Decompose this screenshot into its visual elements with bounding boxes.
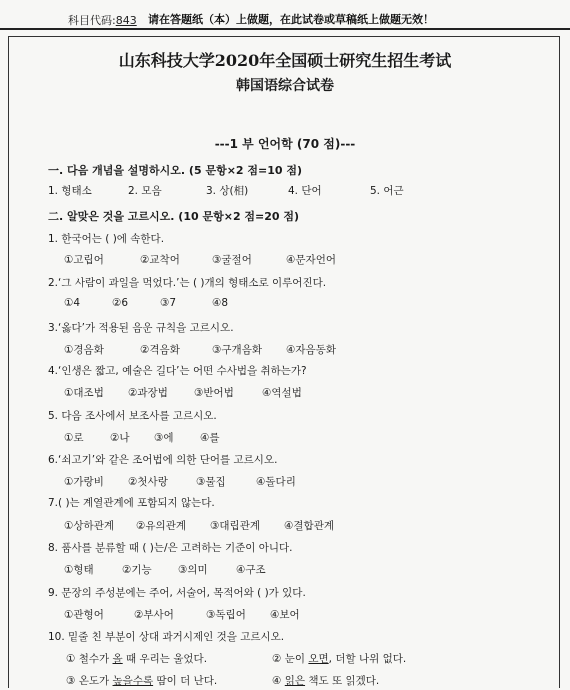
section1-item: 4. 단어 — [288, 185, 322, 197]
section2-heading: 二. 알맞은 것을 고르시오. (10 문항×2 점=20 점) — [48, 210, 300, 223]
subject-code-value: 843 — [115, 14, 137, 27]
option: ①상하관계 — [64, 520, 114, 532]
section1-item: 3. 상(相) — [206, 185, 249, 197]
option: ③구개음화 — [212, 344, 262, 356]
option: ④결합관계 — [284, 520, 334, 532]
option-text: ② 눈이 — [272, 653, 309, 665]
option — [66, 651, 207, 666]
option-text: 때 우리는 울었다. — [122, 653, 208, 665]
question: 10. 밑줄 친 부분이 상대 과거시제인 것을 고르시오. — [48, 631, 285, 643]
question: 2.‘그 사람이 과일을 먹었다.’는 ( )개의 형태소로 이루어진다. — [48, 277, 327, 289]
question: 6.‘쇠고기’와 같은 조어법에 의한 단어를 고르시오. — [48, 454, 278, 466]
question: 3.‘옳다’가 적용된 음운 규칙을 고르시오. — [48, 322, 234, 334]
option: ②첫사랑 — [128, 476, 168, 488]
option: ④문자언어 — [286, 254, 336, 266]
option: ②과장법 — [128, 387, 168, 399]
option: ③의미 — [178, 564, 208, 576]
option: ①로 — [64, 432, 84, 444]
option: ②나 — [110, 432, 130, 444]
underlined-word: 오면 — [308, 653, 329, 665]
section1-item: 2. 모음 — [128, 185, 162, 197]
option: ②유의관계 — [136, 520, 186, 532]
option-text: ③ 온도가 — [66, 675, 113, 687]
option: ③독립어 — [206, 609, 246, 621]
question: 4.‘인생은 짧고, 예술은 길다’는 어떤 수사법을 취하는가? — [48, 365, 307, 377]
option-text: 땀이 더 난다. — [153, 675, 218, 687]
option: ②기능 — [122, 564, 152, 576]
option: ③반어법 — [194, 387, 234, 399]
option — [66, 673, 217, 688]
option: ①고립어 — [64, 254, 104, 266]
option: ④8 — [212, 297, 229, 309]
option: ②격음화 — [140, 344, 180, 356]
option: ④자음동화 — [286, 344, 336, 356]
underlined-word: 높을수록 — [112, 675, 154, 687]
option: ①형태 — [64, 564, 94, 576]
underlined-word: 올 — [112, 653, 123, 665]
option: ④보어 — [270, 609, 300, 621]
question: 7.( )는 계열관계에 포함되지 않는다. — [48, 497, 215, 509]
option: ①가랑비 — [64, 476, 104, 488]
option: ①4 — [64, 297, 81, 309]
question: 8. 품사를 분류할 때 ( )는/은 고려하는 기준이 아니다. — [48, 542, 293, 554]
option: ③에 — [154, 432, 174, 444]
part-heading: ---1 부 언어학 (70 점)--- — [214, 137, 356, 151]
option: ③굴절어 — [212, 254, 252, 266]
option: ①대조법 — [64, 387, 104, 399]
option: ①경음화 — [64, 344, 104, 356]
option-text: ① 철수가 — [66, 653, 113, 665]
option: ②6 — [112, 297, 129, 309]
section1-heading: 一. 다음 개념을 설명하시오. (5 문항×2 점=10 점) — [48, 164, 303, 177]
exam-title: 山东科技大学2020年全国硕士研究生招生考试 — [118, 51, 452, 70]
option — [272, 673, 379, 688]
answer-warning: 请在答题纸（本）上做题，在此试卷或草稿纸上做题无效！ — [148, 13, 434, 26]
option: ②교착어 — [140, 254, 180, 266]
header-rule — [0, 28, 570, 30]
option: ①관형어 — [64, 609, 104, 621]
option: ③대립관계 — [210, 520, 260, 532]
question: 9. 문장의 주성분에는 주어, 서술어, 목적어와 ( )가 있다. — [48, 587, 306, 599]
underlined-word: 읽은 — [284, 675, 306, 687]
option — [272, 651, 406, 666]
option: ④를 — [200, 432, 220, 444]
option: ③7 — [160, 297, 177, 309]
subject-code-label: 科目代码: — [68, 14, 116, 27]
option: ③물집 — [196, 476, 226, 488]
question: 5. 다음 조사에서 보조사를 고르시오. — [48, 410, 217, 422]
option: ④구조 — [236, 564, 266, 576]
option-text: 책도 또 읽겠다. — [305, 675, 380, 687]
option: ②부사어 — [134, 609, 174, 621]
subject-code — [68, 12, 137, 28]
section1-item: 1. 형태소 — [48, 185, 92, 197]
option: ④돌다리 — [256, 476, 296, 488]
option: ④역설법 — [262, 387, 302, 399]
option-text: ④ — [272, 675, 285, 687]
section1-item: 5. 어근 — [370, 185, 404, 197]
option-text: , 더할 나위 없다. — [328, 653, 407, 665]
exam-subtitle: 韩国语综合试卷 — [236, 78, 334, 94]
question: 1. 한국어는 ( )에 속한다. — [48, 233, 165, 245]
